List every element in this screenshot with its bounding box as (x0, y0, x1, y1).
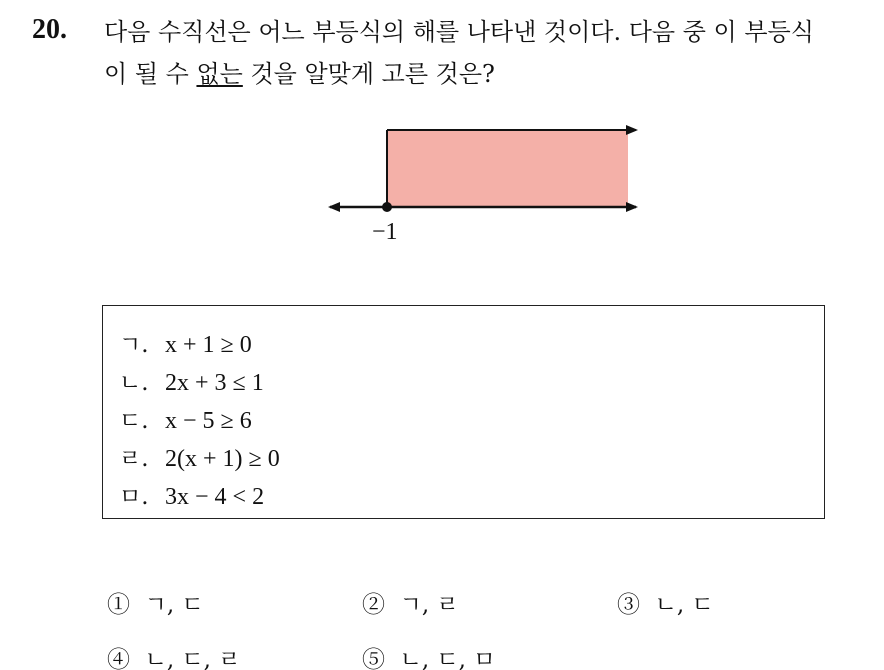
condition-expression: x + 1 ≥ 0 (165, 332, 252, 358)
number-line-figure (316, 110, 656, 250)
answer-choice-4[interactable] (107, 641, 241, 670)
condition-mark: ㄷ. (119, 408, 149, 434)
question-number: 20. (32, 14, 67, 45)
condition-mark: ㅁ. (119, 484, 149, 510)
condition-expression: x − 5 ≥ 6 (165, 408, 252, 434)
condition-item (119, 478, 264, 511)
condition-item (119, 364, 264, 397)
solution-shaded-region (387, 130, 628, 207)
choice-text: ㄴ, ㄷ, ㄹ (144, 647, 241, 670)
choice-text: ㄱ, ㄷ (144, 592, 204, 618)
condition-expression: 2(x + 1) ≥ 0 (165, 446, 280, 472)
question-text-line-1: 다음 수직선은 어느 부등식의 해를 나타낸 것이다. 다음 중 이 부등식 (104, 18, 814, 46)
choice-number: ④ (107, 647, 130, 670)
boundary-point (382, 202, 392, 212)
condition-expression: 2x + 3 ≤ 1 (165, 370, 264, 396)
answer-choice-1[interactable] (107, 586, 204, 619)
condition-item (119, 402, 252, 435)
question-emphasis: 없는 (196, 60, 243, 88)
boundary-point-label: −1 (372, 219, 398, 245)
question-text-line-2 (104, 54, 495, 89)
answer-choice-2[interactable] (362, 586, 459, 619)
choice-text: ㄱ, ㄹ (399, 592, 459, 618)
choice-number: ⑤ (362, 647, 385, 670)
choice-text: ㄴ, ㄷ (654, 592, 714, 618)
choice-number: ② (362, 592, 385, 618)
condition-mark: ㄱ. (119, 332, 149, 358)
condition-item (119, 326, 252, 359)
choice-text: ㄴ, ㄷ, ㅁ (399, 647, 496, 670)
condition-expression: 3x − 4 < 2 (165, 484, 265, 510)
question-text-suffix: 것을 알맞게 고른 것은? (242, 60, 495, 88)
choice-number: ① (107, 592, 130, 618)
condition-item (119, 440, 280, 473)
conditions-box (102, 305, 825, 519)
condition-mark: ㄹ. (119, 446, 149, 472)
condition-mark: ㄴ. (119, 370, 149, 396)
answer-choice-3[interactable] (617, 586, 714, 619)
answer-choice-5[interactable] (362, 641, 496, 670)
choice-number: ③ (617, 592, 640, 618)
question-text-prefix: 이 될 수 (104, 60, 197, 88)
